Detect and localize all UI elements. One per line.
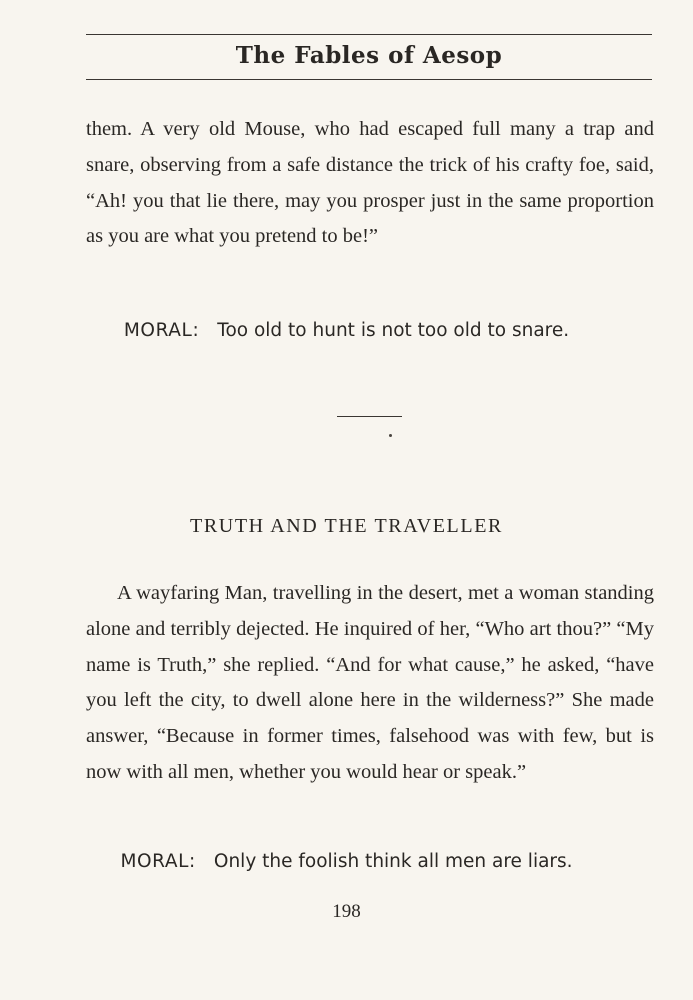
divider-dot [389,434,392,437]
page-number: 198 [332,901,361,922]
header-rule-top [86,34,652,35]
section-divider [337,416,402,417]
fable-1-moral [0,320,693,341]
moral-text: Only the foolish think all men are liars. [213,851,573,872]
fable-2-moral [0,851,693,872]
moral-label: MORAL: [120,851,196,872]
moral-label: MORAL: [123,320,200,341]
fable-2-text: A wayfaring Man, travelling in the desert, met a woman standing alone and terribly dejected. He inquired of her, “Who art thou?” “My name is Truth,” she replied. “And for what cause,” he asked, “have you left the city, to dwell alone here in the wilderness?” She made answer, “Because in former times, falsehood was with few, but is now with all men, whether you would hear or speak.” [86,582,654,783]
running-title: The Fables of Aesop [235,42,503,69]
header-rule-bottom [86,79,652,80]
fable-2-title: TRUTH AND THE TRAVELLER [190,515,503,537]
moral-text: Too old to hunt is not too old to snare. [217,320,570,341]
fable-1-text: them. A very old Mouse, who had escaped full many a trap and snare, observing from a safe distance the trick of his crafty foe, said, “Ah! you that lie there, may you prosper just in the same proportion as you are what you pretend to be!” [86,118,654,248]
